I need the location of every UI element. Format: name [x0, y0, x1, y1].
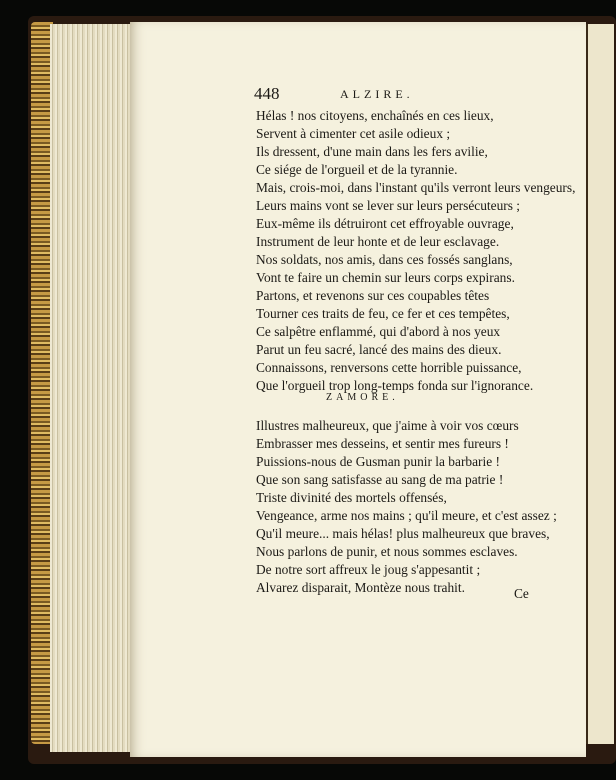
- verse-line: Parut un feu sacré, lancé des mains des dieux.: [256, 342, 502, 357]
- page-header: [254, 84, 444, 104]
- page-edges: [50, 24, 132, 752]
- verse-line: Illustres malheureux, que j'aime à voir vos cœurs: [256, 418, 519, 433]
- verse-line: Qu'il meure... mais hélas! plus malheureux que braves,: [256, 526, 550, 541]
- verse-line: Ils dressent, d'une main dans les fers avilie,: [256, 144, 488, 159]
- speaker-name: ZAMORE.: [326, 392, 399, 403]
- verse-line: Instrument de leur honte et de leur esclavage.: [256, 234, 500, 249]
- verse-line: Ce salpêtre enflammé, qui d'abord à nos yeux: [256, 324, 501, 339]
- running-title: ALZIRE.: [340, 87, 414, 101]
- verse-line: Alvarez disparait, Montèze nous trahit.: [256, 580, 465, 595]
- facing-page-edge: [586, 24, 614, 744]
- verse-line: De notre sort affreux le joug s'appesantit ;: [256, 562, 481, 577]
- verse-line: Ce siége de l'orgueil et de la tyrannie.: [256, 162, 458, 177]
- verse-line: Vont te faire un chemin sur leurs corps expirans.: [256, 270, 515, 285]
- verse-line: Mais, crois-moi, dans l'instant qu'ils verront leurs vengeurs,: [256, 180, 576, 195]
- verse-line: Vengeance, arme nos mains ; qu'il meure, et c'est assez ;: [256, 508, 557, 523]
- verse-line: Embrasser mes desseins, et sentir mes fureurs !: [256, 436, 509, 451]
- verse-line: Connaissons, renversons cette horrible puissance,: [256, 360, 522, 375]
- verse-line: Leurs mains vont se lever sur leurs persécuteurs ;: [256, 198, 521, 213]
- verse-line: Nous parlons de punir, et nous sommes esclaves.: [256, 544, 518, 559]
- verse-line: Servent à cimenter cet asile odieux ;: [256, 126, 451, 141]
- verse-line: Que l'orgueil trop long-temps fonda sur l'ignorance.: [256, 378, 534, 393]
- verse-line: Puissions-nous de Gusman punir la barbarie !: [256, 454, 500, 469]
- verse-line: Nos soldats, nos amis, dans ces fossés sanglans,: [256, 252, 513, 267]
- verse-line: Triste divinité des mortels offensés,: [256, 490, 447, 505]
- verse-line: Partons, et revenons sur ces coupables têtes: [256, 288, 490, 303]
- verse-line: Eux-même ils détruiront cet effroyable ouvrage,: [256, 216, 514, 231]
- page-number: 448: [254, 84, 280, 103]
- verse-line: Hélas ! nos citoyens, enchaînés en ces lieux,: [256, 108, 494, 123]
- verse-line: Tourner ces traits de feu, ce fer et ces tempêtes,: [256, 306, 510, 321]
- catchword: Ce: [514, 586, 529, 601]
- verse-line: Que son sang satisfasse au sang de ma patrie !: [256, 472, 504, 487]
